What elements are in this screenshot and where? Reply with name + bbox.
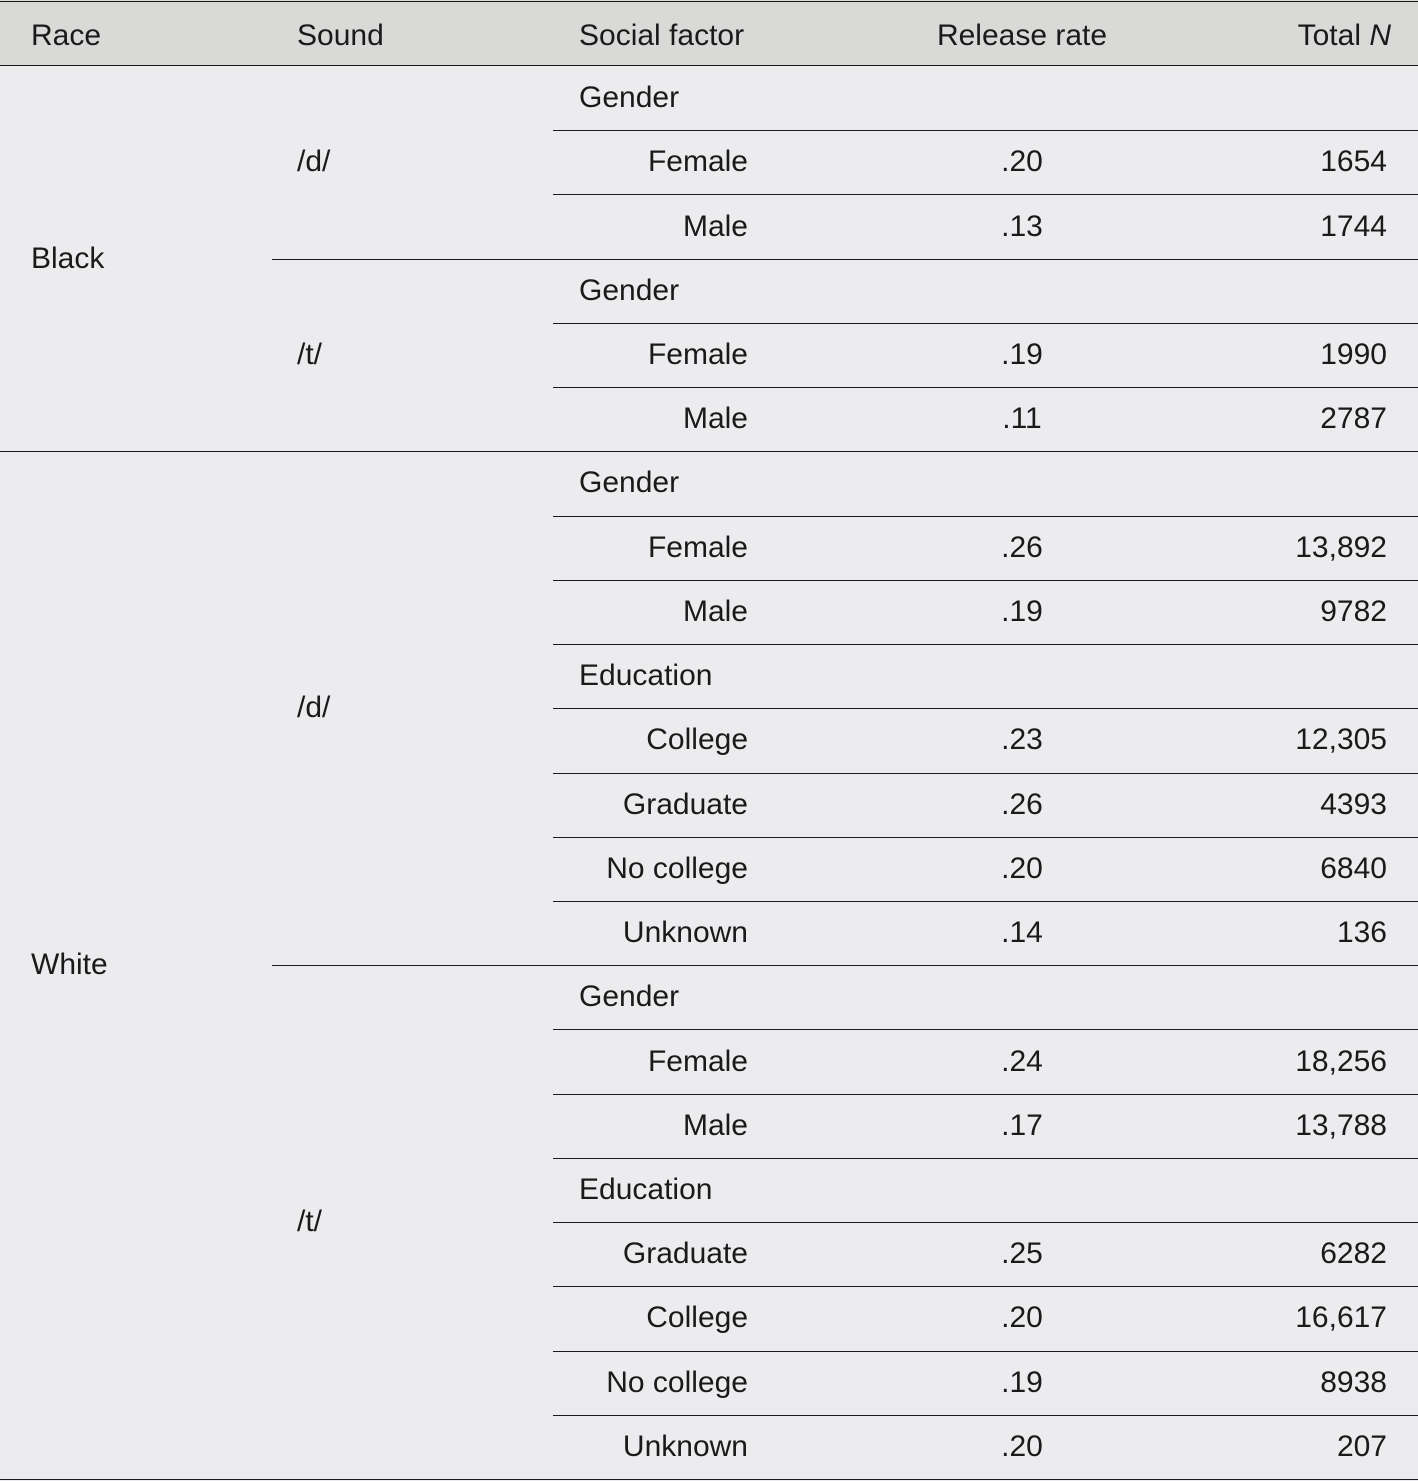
level-label: Unknown bbox=[622, 916, 748, 950]
factor-label: Education bbox=[579, 659, 713, 693]
sound-label: /t/ bbox=[297, 338, 323, 372]
release-rate-value: .23 bbox=[1001, 723, 1043, 757]
total-n-value: 2787 bbox=[1320, 402, 1387, 436]
row-rule bbox=[553, 1351, 1418, 1352]
total-n-value: 4393 bbox=[1320, 787, 1387, 821]
level-label: Female bbox=[647, 145, 748, 179]
release-rate-value: .19 bbox=[1001, 338, 1043, 372]
row-rule bbox=[553, 194, 1418, 195]
level-label: College bbox=[646, 723, 748, 757]
total-n-value: 1744 bbox=[1320, 209, 1387, 243]
race-rule bbox=[0, 1479, 1418, 1480]
row-rule bbox=[553, 1029, 1418, 1030]
row-rule bbox=[553, 323, 1418, 324]
level-label: Unknown bbox=[622, 1429, 748, 1463]
level-label: Male bbox=[682, 1108, 748, 1142]
release-rate-value: .14 bbox=[1001, 916, 1043, 950]
total-n-value: 6282 bbox=[1320, 1237, 1387, 1271]
level-label: Female bbox=[647, 530, 748, 564]
header-total-n bbox=[1298, 21, 1391, 51]
sound-rule bbox=[272, 965, 1418, 966]
release-rate-value: .20 bbox=[1001, 1301, 1043, 1335]
total-n-value: 8938 bbox=[1320, 1365, 1387, 1399]
sound-label: /d/ bbox=[297, 691, 331, 725]
sound-label: /d/ bbox=[297, 145, 331, 179]
race-label: White bbox=[31, 948, 108, 982]
release-rate-value: .26 bbox=[1001, 787, 1043, 821]
header-social-factor: Social factor bbox=[579, 19, 745, 52]
release-rate-value: .20 bbox=[1001, 851, 1043, 885]
level-label: Female bbox=[647, 1044, 748, 1078]
total-n-value: 207 bbox=[1336, 1429, 1387, 1463]
level-label: Male bbox=[682, 209, 748, 243]
release-rate-value: .26 bbox=[1001, 530, 1043, 564]
release-rate-value: .24 bbox=[1001, 1044, 1043, 1078]
release-rate-value: .20 bbox=[1001, 1429, 1043, 1463]
factor-label: Gender bbox=[579, 273, 680, 307]
factor-label: Education bbox=[579, 1172, 713, 1206]
level-label: Graduate bbox=[622, 787, 748, 821]
level-label: College bbox=[646, 1301, 748, 1335]
release-rate-value: .25 bbox=[1001, 1237, 1043, 1271]
sound-label: /t/ bbox=[297, 1205, 323, 1239]
level-label: Female bbox=[647, 338, 748, 372]
row-rule bbox=[553, 1158, 1418, 1159]
factor-label: Gender bbox=[579, 980, 680, 1014]
header-release-rate: Release rate bbox=[936, 19, 1108, 52]
release-rate-value: .20 bbox=[1001, 145, 1043, 179]
level-label: Graduate bbox=[622, 1237, 748, 1271]
total-n-value: 1990 bbox=[1320, 338, 1387, 372]
sound-rule bbox=[272, 259, 1418, 260]
header-sound: Sound bbox=[297, 19, 384, 52]
header-total-n-prefix: Total bbox=[1297, 19, 1370, 52]
level-label: Male bbox=[682, 594, 748, 628]
level-label: Male bbox=[682, 402, 748, 436]
total-n-value: 13,892 bbox=[1295, 530, 1387, 564]
row-rule bbox=[553, 580, 1418, 581]
total-n-value: 136 bbox=[1336, 916, 1387, 950]
race-rule bbox=[0, 451, 1418, 452]
total-n-value: 16,617 bbox=[1295, 1301, 1387, 1335]
row-rule bbox=[553, 387, 1418, 388]
row-rule bbox=[553, 1286, 1418, 1287]
row-rule bbox=[553, 1094, 1418, 1095]
total-n-value: 1654 bbox=[1320, 145, 1387, 179]
row-rule bbox=[553, 773, 1418, 774]
row-rule bbox=[553, 901, 1418, 902]
level-label: No college bbox=[606, 1365, 748, 1399]
total-n-value: 9782 bbox=[1320, 594, 1387, 628]
total-n-value: 13,788 bbox=[1295, 1108, 1387, 1142]
row-rule bbox=[553, 708, 1418, 709]
row-rule bbox=[553, 130, 1418, 131]
total-n-value: 6840 bbox=[1320, 851, 1387, 885]
release-rate-value: .19 bbox=[1001, 594, 1043, 628]
release-rate-value: .17 bbox=[1001, 1108, 1043, 1142]
release-rate-value: .19 bbox=[1001, 1365, 1043, 1399]
row-rule bbox=[553, 837, 1418, 838]
release-rate-value: .13 bbox=[1001, 209, 1043, 243]
header-rule bbox=[0, 65, 1418, 66]
header-race: Race bbox=[31, 19, 102, 52]
header-total-n-italic: N bbox=[1369, 19, 1391, 52]
row-rule bbox=[553, 644, 1418, 645]
release-rate-value: .11 bbox=[1002, 402, 1042, 436]
total-n-value: 18,256 bbox=[1295, 1044, 1387, 1078]
row-rule bbox=[553, 516, 1418, 517]
top-rule bbox=[0, 1, 1418, 2]
row-rule bbox=[553, 1415, 1418, 1416]
level-label: No college bbox=[606, 851, 748, 885]
total-n-value: 12,305 bbox=[1295, 723, 1387, 757]
factor-label: Gender bbox=[579, 81, 680, 115]
row-rule bbox=[553, 1222, 1418, 1223]
race-label: Black bbox=[31, 241, 105, 275]
factor-label: Gender bbox=[579, 466, 680, 500]
